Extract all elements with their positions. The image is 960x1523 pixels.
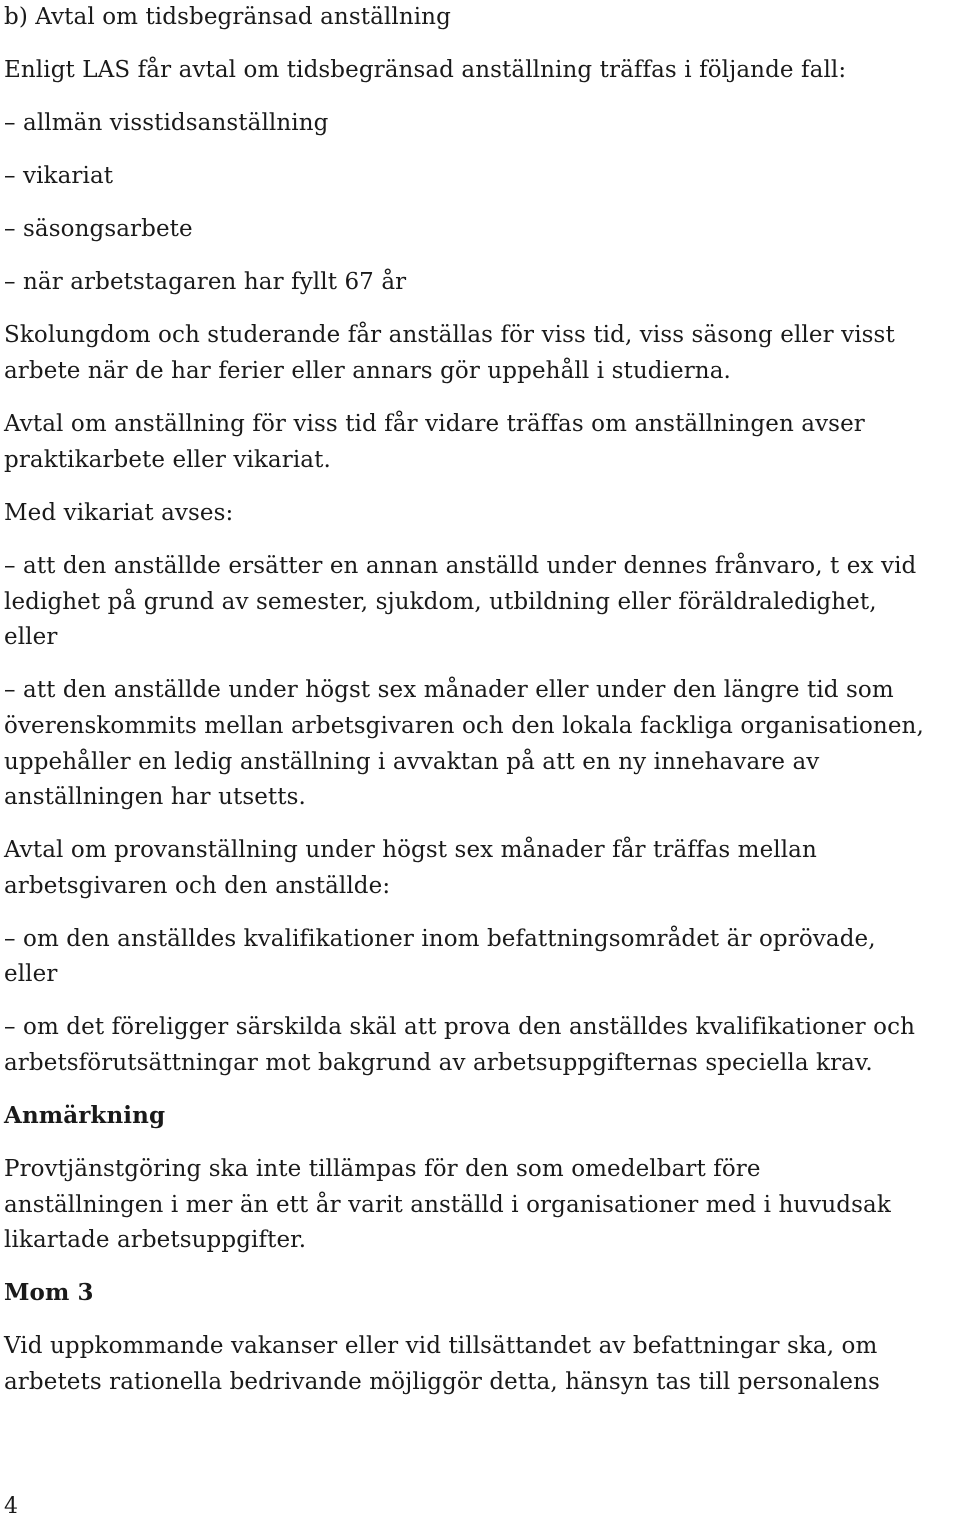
list-item: – att den anställde ersätter en annan anställd under dennes frånvaro, t ex vid — [4, 553, 917, 579]
paragraph-line: Skolungdom och studerande får anställas för viss tid, viss säsong eller visst — [4, 322, 895, 348]
paragraph-line: praktikarbete eller vikariat. — [4, 447, 331, 473]
paragraph-line: Provtjänstgöring ska inte tillämpas för den som omedelbart före — [4, 1156, 761, 1182]
paragraph-line: arbete när de har ferier eller annars gör uppehåll i studierna. — [4, 358, 731, 384]
vikariat-heading: Med vikariat avses: — [4, 500, 234, 526]
paragraph-line: likartade arbetsuppgifter. — [4, 1227, 307, 1253]
list-item: – när arbetstagaren har fyllt 67 år — [4, 269, 407, 295]
list-item: – att den anställde under högst sex månader eller under den längre tid som — [4, 677, 894, 703]
mom-heading: Mom 3 — [4, 1279, 94, 1306]
list-item: – om det föreligger särskilda skäl att prova den anställdes kvalifikationer och — [4, 1014, 916, 1040]
paragraph-line: Vid uppkommande vakanser eller vid tillsättandet av befattningar ska, om — [4, 1333, 878, 1359]
paragraph-line: eller — [4, 624, 58, 650]
paragraph-line: ledighet på grund av semester, sjukdom, utbildning eller föräldraledighet, — [4, 589, 877, 615]
list-item: – säsongsarbete — [4, 216, 193, 242]
paragraph-line: uppehåller en ledig anställning i avvaktan på att en ny innehavare av — [4, 749, 820, 775]
section-title: b) Avtal om tidsbegränsad anställning — [4, 4, 451, 30]
paragraph-line: Avtal om provanställning under högst sex månader får träffas mellan — [4, 837, 817, 863]
paragraph-line: Avtal om anställning för viss tid får vidare träffas om anställningen avser — [4, 411, 865, 437]
paragraph-line: överenskommits mellan arbetsgivaren och den lokala fackliga organisationen, — [4, 713, 924, 739]
page-number: 4 — [4, 1494, 18, 1519]
paragraph-line: anställningen har utsetts. — [4, 784, 306, 810]
list-item: – vikariat — [4, 163, 114, 189]
list-item: – allmän visstidsanställning — [4, 110, 329, 136]
paragraph-line: arbetsförutsättningar mot bakgrund av arbetsuppgifternas speciella krav. — [4, 1050, 873, 1076]
intro-paragraph: Enligt LAS får avtal om tidsbegränsad anställning träffas i följande fall: — [4, 57, 847, 83]
paragraph-line: arbetsgivaren och den anställde: — [4, 873, 391, 899]
paragraph-line: eller — [4, 961, 58, 987]
paragraph-line: anställningen i mer än ett år varit anställd i organisationer med i huvudsak — [4, 1192, 891, 1218]
list-item: – om den anställdes kvalifikationer inom befattningsområdet är oprövade, — [4, 926, 876, 952]
paragraph-line: arbetets rationella bedrivande möjliggör detta, hänsyn tas till personalens — [4, 1369, 880, 1395]
note-heading: Anmärkning — [4, 1102, 166, 1129]
